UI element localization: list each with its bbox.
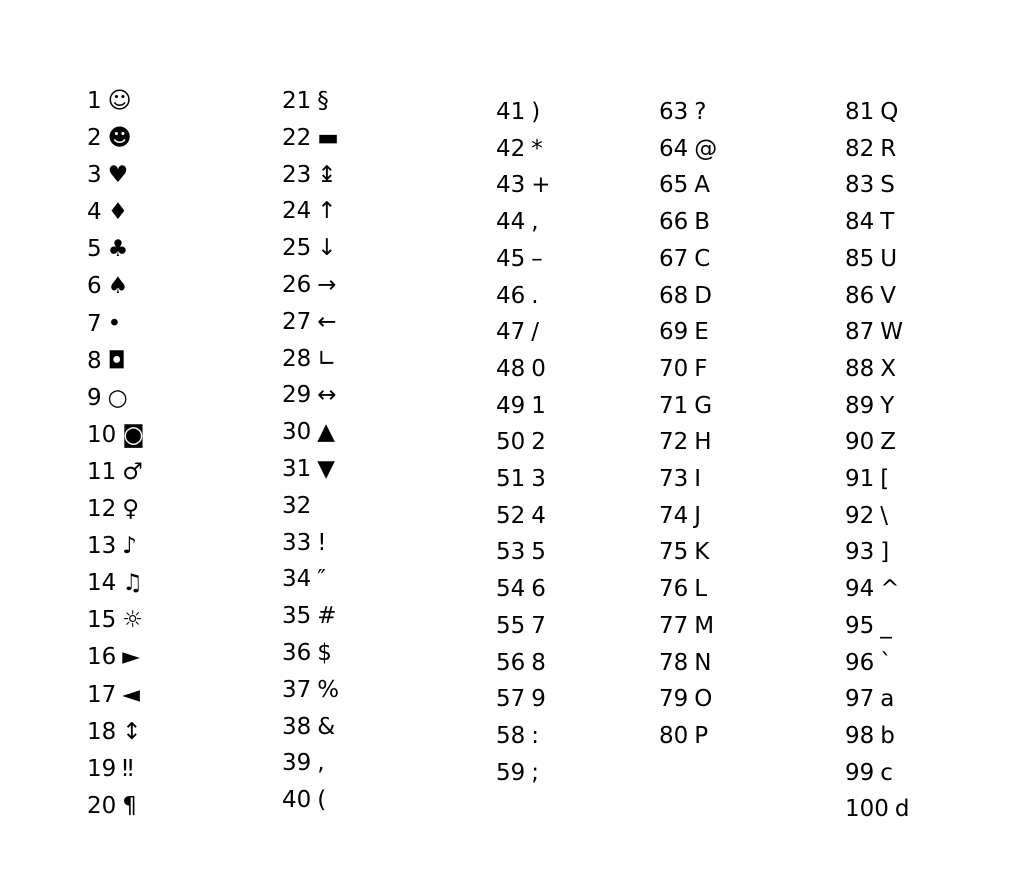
- code-symbol: (: [317, 787, 327, 814]
- code-entry: [282, 672, 339, 709]
- code-entry: [845, 314, 910, 351]
- code-symbol: ♂: [122, 458, 143, 485]
- code-symbol: B: [694, 209, 711, 236]
- code-symbol: O: [694, 686, 713, 713]
- code-number: 3: [87, 162, 102, 189]
- code-entry: [845, 204, 910, 241]
- code-entry: [496, 498, 551, 535]
- code-entry: [845, 645, 910, 682]
- code-entry: [659, 424, 717, 461]
- code-symbol: ♠: [107, 273, 129, 300]
- code-symbol: *: [531, 135, 543, 162]
- code-symbol: G: [694, 392, 713, 419]
- code-number: 100: [845, 796, 889, 823]
- code-column-4: [659, 94, 717, 755]
- code-entry: [87, 454, 145, 491]
- code-number: 64: [659, 135, 689, 162]
- code-symbol: S: [880, 172, 895, 199]
- code-symbol: F: [694, 355, 708, 382]
- code-symbol: 3: [531, 466, 546, 493]
- code-number: 46: [496, 282, 526, 309]
- code-entry: [845, 461, 910, 498]
- code-number: 8: [87, 347, 102, 374]
- code-entry: [845, 681, 910, 718]
- code-entry: [496, 167, 551, 204]
- code-number: 27: [282, 308, 312, 335]
- code-entry: [845, 167, 910, 204]
- code-entry: [282, 598, 339, 635]
- code-number: 58: [496, 722, 526, 749]
- code-entry: [282, 709, 339, 746]
- code-column-5: [845, 94, 910, 828]
- code-number: 13: [87, 533, 117, 560]
- code-symbol: W: [880, 319, 904, 346]
- code-number: 31: [282, 455, 312, 482]
- code-entry: [845, 718, 910, 755]
- code-entry: [496, 241, 551, 278]
- code-number: 92: [845, 502, 875, 529]
- code-entry: [659, 461, 717, 498]
- code-entry: [845, 241, 910, 278]
- code-number: 7: [87, 310, 102, 337]
- code-symbol: #: [317, 603, 337, 630]
- code-entry: [282, 157, 339, 194]
- code-number: 65: [659, 172, 689, 199]
- code-symbol: 6: [531, 576, 546, 603]
- code-entry: [282, 745, 339, 782]
- code-number: 67: [659, 245, 689, 272]
- code-symbol: %: [317, 676, 340, 703]
- code-number: 2: [87, 125, 102, 152]
- code-number: 14: [87, 570, 117, 597]
- code-entry: [87, 714, 145, 751]
- code-number: 42: [496, 135, 526, 162]
- code-entry: [659, 241, 717, 278]
- code-symbol: ♀: [122, 496, 140, 523]
- code-number: 37: [282, 676, 312, 703]
- code-entry: [496, 204, 551, 241]
- code-number: 44: [496, 209, 526, 236]
- code-symbol: ♦: [107, 199, 129, 226]
- code-entry: [496, 314, 551, 351]
- code-number: 77: [659, 612, 689, 639]
- code-symbol: P: [694, 722, 709, 749]
- code-entry: [87, 157, 145, 194]
- code-entry: [496, 608, 551, 645]
- code-entry: [87, 677, 145, 714]
- code-entry: [496, 755, 551, 792]
- code-number: 12: [87, 496, 117, 523]
- code-symbol: ↓: [317, 235, 337, 262]
- code-symbol: !: [317, 529, 327, 556]
- code-number: 76: [659, 576, 689, 603]
- code-entry: [87, 417, 145, 454]
- code-symbol: /: [531, 319, 540, 346]
- code-symbol: ↑: [317, 198, 337, 225]
- code-number: 18: [87, 718, 117, 745]
- code-number: 35: [282, 603, 312, 630]
- code-entry: [845, 278, 910, 315]
- code-entry: [282, 341, 339, 378]
- code-symbol: $: [317, 639, 332, 666]
- code-symbol: L: [694, 576, 708, 603]
- code-entry: [496, 278, 551, 315]
- code-symbol: A: [694, 172, 711, 199]
- code-symbol: →: [317, 271, 337, 298]
- code-number: 32: [282, 492, 312, 519]
- code-number: 79: [659, 686, 689, 713]
- code-number: 6: [87, 273, 102, 300]
- code-entry: [496, 388, 551, 425]
- code-symbol: ☺: [107, 88, 132, 114]
- code-entry: [87, 528, 145, 565]
- code-entry: [496, 571, 551, 608]
- code-number: 52: [496, 502, 526, 529]
- code-entry: [87, 268, 145, 305]
- code-entry: [659, 167, 717, 204]
- code-entry: [282, 525, 339, 562]
- code-symbol: ☻: [107, 125, 132, 152]
- code-symbol: H: [694, 429, 712, 456]
- code-number: 29: [282, 382, 312, 409]
- code-number: 86: [845, 282, 875, 309]
- code-symbol: ▲: [317, 419, 335, 446]
- code-entry: [659, 314, 717, 351]
- code-symbol: ?: [694, 99, 707, 125]
- code-entry: [845, 571, 910, 608]
- code-entry: [845, 388, 910, 425]
- code-number: 71: [659, 392, 689, 419]
- code-number: 5: [87, 236, 102, 263]
- code-symbol: ►: [122, 644, 140, 671]
- code-entry: [496, 461, 551, 498]
- code-column-1: [87, 83, 145, 825]
- code-symbol: `: [880, 649, 892, 676]
- code-number: 89: [845, 392, 875, 419]
- code-number: 74: [659, 502, 689, 529]
- code-entry: [659, 681, 717, 718]
- code-symbol: R: [880, 135, 897, 162]
- code-symbol: 1: [531, 392, 546, 419]
- code-entry: [845, 534, 910, 571]
- code-number: 63: [659, 99, 689, 125]
- code-symbol: V: [880, 282, 897, 309]
- code-symbol: 4: [531, 502, 546, 529]
- code-entry: [659, 278, 717, 315]
- code-symbol: C: [694, 245, 711, 272]
- code-symbol: :: [531, 722, 540, 749]
- code-symbol: b: [880, 722, 895, 749]
- code-symbol: I: [694, 466, 702, 493]
- code-entry: [845, 424, 910, 461]
- code-number: 33: [282, 529, 312, 556]
- code-symbol: ○: [107, 384, 128, 411]
- code-symbol: §: [317, 88, 329, 114]
- code-symbol: ↕: [122, 718, 142, 745]
- code-entry: [282, 193, 339, 230]
- code-entry: [282, 451, 339, 488]
- code-entry: [496, 681, 551, 718]
- code-entry: [845, 131, 910, 168]
- code-number: 97: [845, 686, 875, 713]
- code-number: 93: [845, 539, 875, 566]
- code-number: 91: [845, 466, 875, 493]
- code-entry: [282, 120, 339, 157]
- code-number: 10: [87, 421, 117, 448]
- code-entry: [87, 491, 145, 528]
- code-entry: [282, 414, 339, 451]
- code-entry: [659, 351, 717, 388]
- code-entry: [845, 755, 910, 792]
- code-number: 72: [659, 429, 689, 456]
- code-entry: [845, 608, 910, 645]
- code-number: 50: [496, 429, 526, 456]
- code-number: 1: [87, 88, 102, 114]
- code-number: 80: [659, 722, 689, 749]
- code-symbol: ,: [317, 750, 325, 777]
- code-number: 20: [87, 792, 117, 819]
- code-number: 48: [496, 355, 526, 382]
- code-number: 99: [845, 759, 875, 786]
- code-symbol: 5: [531, 539, 546, 566]
- code-number: 11: [87, 458, 117, 485]
- code-entry: [496, 718, 551, 755]
- code-symbol: ¶: [122, 792, 137, 819]
- code-entry: [496, 131, 551, 168]
- code-number: 82: [845, 135, 875, 162]
- code-symbol: ☼: [122, 607, 143, 634]
- code-number: 59: [496, 759, 526, 786]
- code-symbol: M: [694, 612, 715, 639]
- code-symbol: E: [694, 319, 709, 346]
- code-number: 4: [87, 199, 102, 226]
- code-number: 38: [282, 713, 312, 740]
- code-number: 25: [282, 235, 312, 262]
- code-number: 51: [496, 466, 526, 493]
- code-symbol: @: [694, 135, 718, 162]
- code-entry: [87, 380, 145, 417]
- code-number: 40: [282, 787, 312, 814]
- code-entry: [87, 639, 145, 676]
- code-symbol: Q: [880, 99, 899, 125]
- code-entry: [87, 231, 145, 268]
- code-number: 90: [845, 429, 875, 456]
- code-symbol: ,: [531, 209, 539, 236]
- code-symbol: +: [531, 172, 551, 199]
- code-symbol: ◄: [122, 681, 140, 708]
- code-symbol: –: [531, 245, 543, 272]
- code-number: 24: [282, 198, 312, 225]
- code-symbol: J: [694, 502, 702, 529]
- code-symbol: c: [880, 759, 893, 786]
- code-number: 47: [496, 319, 526, 346]
- code-number: 49: [496, 392, 526, 419]
- code-number: 41: [496, 99, 526, 125]
- code-column-3: [496, 94, 551, 791]
- code-number: 75: [659, 539, 689, 566]
- code-number: 39: [282, 750, 312, 777]
- code-entry: [659, 204, 717, 241]
- code-entry: [845, 791, 910, 828]
- code-entry: [496, 645, 551, 682]
- code-entry: [845, 94, 910, 131]
- code-entry: [659, 608, 717, 645]
- code-entry: [282, 377, 339, 414]
- code-entry: [282, 83, 339, 120]
- code-entry: [87, 788, 145, 825]
- code-entry: [87, 83, 145, 120]
- code-entry: [87, 602, 145, 639]
- code-entry: [282, 488, 339, 525]
- code-number: 98: [845, 722, 875, 749]
- code-entry: [87, 306, 145, 343]
- code-symbol: 2: [531, 429, 546, 456]
- code-symbol: K: [694, 539, 710, 566]
- code-entry: [659, 645, 717, 682]
- code-number: 85: [845, 245, 875, 272]
- code-number: 22: [282, 124, 312, 151]
- code-number: 26: [282, 271, 312, 298]
- code-symbol: ◙: [122, 421, 145, 448]
- code-column-2: [282, 83, 339, 819]
- code-number: 28: [282, 345, 312, 372]
- code-symbol: ↔: [317, 382, 337, 409]
- code-symbol: ″: [317, 566, 326, 593]
- code-entry: [659, 131, 717, 168]
- code-entry: [87, 194, 145, 231]
- code-entry: [496, 424, 551, 461]
- code-entry: [659, 498, 717, 535]
- code-number: 36: [282, 639, 312, 666]
- code-symbol: T: [880, 209, 895, 236]
- code-entry: [282, 782, 339, 819]
- code-symbol: [: [880, 466, 890, 493]
- code-entry: [282, 267, 339, 304]
- code-symbol: a: [880, 686, 895, 713]
- code-symbol: 9: [531, 686, 546, 713]
- code-entry: [282, 561, 339, 598]
- code-number: 81: [845, 99, 875, 125]
- code-entry: [659, 534, 717, 571]
- code-number: 9: [87, 384, 102, 411]
- code-number: 73: [659, 466, 689, 493]
- code-entry: [87, 565, 145, 602]
- code-number: 19: [87, 755, 117, 782]
- code-symbol: d: [894, 796, 910, 823]
- code-symbol: ◘: [107, 347, 126, 374]
- code-entry: [496, 94, 551, 131]
- code-number: 87: [845, 319, 875, 346]
- code-symbol: &: [317, 713, 336, 740]
- code-symbol: ): [531, 99, 541, 125]
- code-entry: [659, 94, 717, 131]
- code-symbol: D: [694, 282, 712, 309]
- code-number: 55: [496, 612, 526, 639]
- code-number: 69: [659, 319, 689, 346]
- code-symbol: N: [694, 649, 712, 676]
- code-number: 66: [659, 209, 689, 236]
- code-symbol: ▬: [317, 124, 340, 151]
- code-number: 45: [496, 245, 526, 272]
- code-entry: [87, 343, 145, 380]
- code-number: 23: [282, 161, 312, 188]
- code-number: 78: [659, 649, 689, 676]
- code-entry: [282, 230, 339, 267]
- code-number: 34: [282, 566, 312, 593]
- code-number: 17: [87, 681, 117, 708]
- code-number: 16: [87, 644, 117, 671]
- code-symbol: ♥: [107, 162, 129, 189]
- code-symbol: ♫: [122, 570, 143, 597]
- code-symbol: U: [880, 245, 898, 272]
- code-symbol: _: [880, 612, 892, 639]
- code-symbol: 7: [531, 612, 546, 639]
- code-symbol: ↨: [317, 161, 337, 188]
- code-symbol: Y: [880, 392, 895, 419]
- code-symbol: ]: [880, 539, 890, 566]
- code-symbol: X: [880, 355, 897, 382]
- code-symbol: ;: [531, 759, 540, 786]
- code-symbol: ∟: [317, 345, 337, 372]
- code-symbol: Z: [880, 429, 897, 456]
- code-symbol: ←: [317, 308, 337, 335]
- code-number: 95: [845, 612, 875, 639]
- code-entry: [659, 718, 717, 755]
- code-symbol: ‼: [122, 755, 134, 782]
- code-number: 53: [496, 539, 526, 566]
- code-entry: [845, 351, 910, 388]
- code-symbol: •: [107, 310, 122, 337]
- code-entry: [87, 751, 145, 788]
- code-number: 94: [845, 576, 875, 603]
- code-number: 21: [282, 88, 312, 114]
- code-number: 83: [845, 172, 875, 199]
- code-entry: [659, 388, 717, 425]
- code-number: 15: [87, 607, 117, 634]
- code-symbol: ▼: [317, 455, 335, 482]
- code-number: 70: [659, 355, 689, 382]
- code-symbol: \: [880, 502, 889, 529]
- code-entry: [87, 120, 145, 157]
- code-number: 68: [659, 282, 689, 309]
- code-number: 57: [496, 686, 526, 713]
- code-number: 56: [496, 649, 526, 676]
- code-entry: [845, 498, 910, 535]
- code-number: 84: [845, 209, 875, 236]
- code-entry: [659, 571, 717, 608]
- code-symbol: .: [531, 282, 539, 309]
- code-symbol: ♪: [122, 533, 137, 560]
- code-number: 54: [496, 576, 526, 603]
- code-entry: [282, 304, 339, 341]
- code-symbol: ^: [880, 576, 900, 603]
- code-entry: [496, 351, 551, 388]
- code-symbol: 8: [531, 649, 546, 676]
- code-symbol: 0: [531, 355, 546, 382]
- code-number: 43: [496, 172, 526, 199]
- code-symbol: ♣: [107, 236, 129, 263]
- code-entry: [282, 635, 339, 672]
- code-number: 30: [282, 419, 312, 446]
- code-entry: [496, 534, 551, 571]
- code-number: 88: [845, 355, 875, 382]
- code-number: 96: [845, 649, 875, 676]
